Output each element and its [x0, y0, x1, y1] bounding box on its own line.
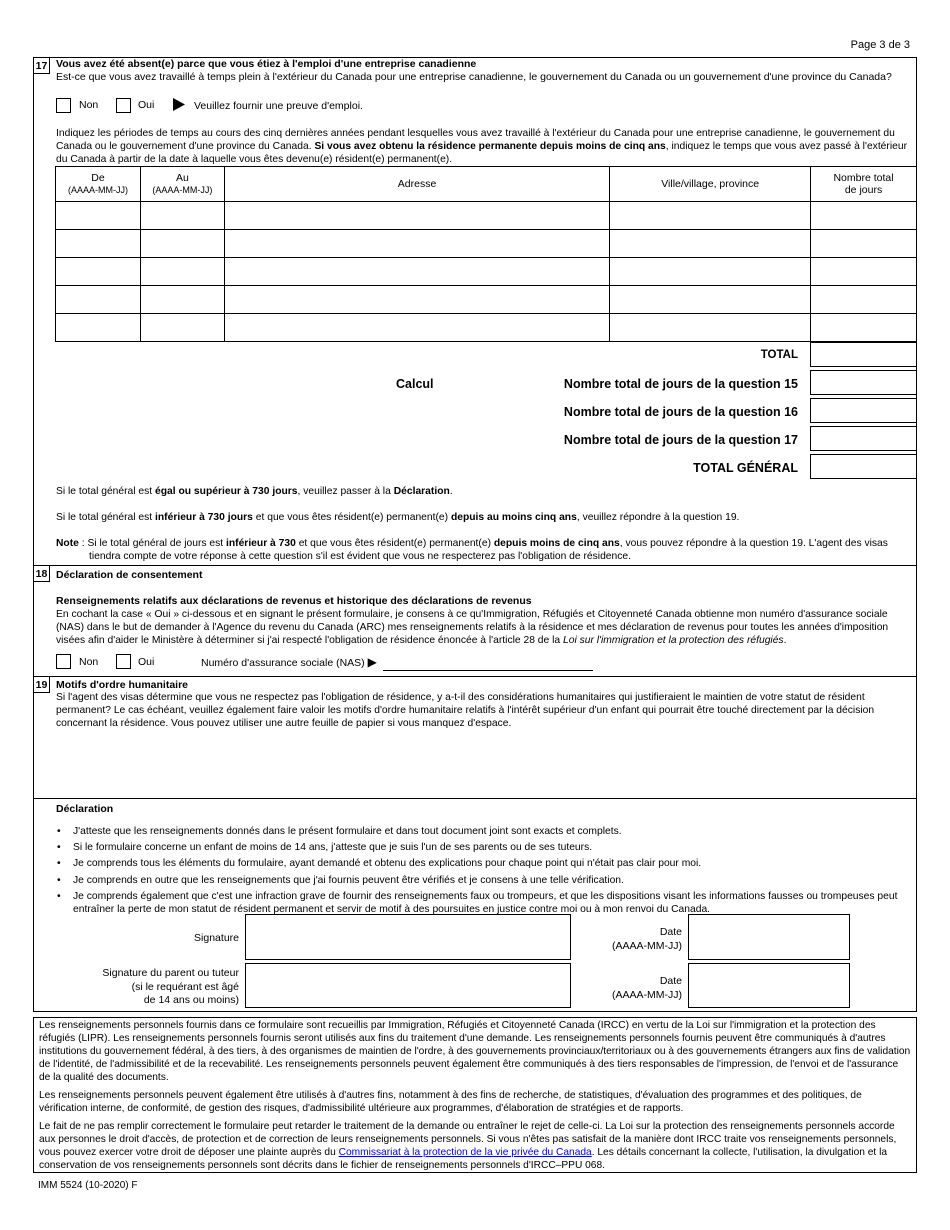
q18-no-label: Non — [79, 656, 99, 668]
q17-total-label: Nombre total de jours de la question 17 — [563, 433, 798, 447]
sin-label: Numéro d'assurance sociale (NAS) ▶ — [201, 655, 377, 669]
signature-box[interactable] — [245, 914, 571, 960]
date-box[interactable] — [688, 914, 850, 960]
q19-title: Motifs d'ordre humanitaire — [56, 679, 189, 691]
days-cell[interactable] — [811, 258, 917, 286]
q18-yes-checkbox[interactable] — [116, 654, 131, 669]
q17-total-input[interactable] — [810, 426, 917, 451]
col-address: Adresse — [224, 167, 609, 202]
divider — [33, 798, 917, 799]
address-cell[interactable] — [224, 286, 609, 314]
sin-input[interactable] — [383, 670, 593, 671]
declaration-item: • Je comprends en outre que les renseignements que j'ai fournis peuvent être vérifiés et je consens à une telle vérification. — [73, 874, 913, 887]
q19-body: Si l'agent des visas détermine que vous ne respectez pas l'obligation de résidence, y a-t-il des considérations humanitaires qui justifieraient le maintien de votre statut de résident permanent? Le cas échéant, veuillez également faire valoir les motifs d'ordre humanitaire relatifs à l'intérêt supérieur d'un enfant qui pourrait être touché directement par la décision concernant la résidence. Vous pouvez utiliser une autre feuille de papier si vous manquez d'espace. — [56, 692, 875, 730]
q17-instructions: Indiquez les périodes de temps au cours des cinq dernières années pendant lesquelles vous avez travaillé à l'extérieur du Canada pour une entreprise canadienne, le gouvernement du Canada ou le gouvernement d'une province du Canada. Si vous avez obtenu la résidence permanente depuis moins de cinq ans, indiquez le temps que vous avez passé à l'extérieur du Canada à partir de la date à laquelle vous êtes devenu(e) résident(e) permanent(e). — [56, 128, 907, 166]
date-label: Date (AAAA-MM-JJ) — [612, 926, 682, 952]
days-cell[interactable] — [811, 230, 917, 258]
days-cell[interactable] — [811, 286, 917, 314]
to-cell[interactable] — [140, 286, 224, 314]
declaration-item: • Je comprends tous les éléments du formulaire, ayant demandé et obtenu des explications pour chaque point qui n'était pas clair pour moi. — [73, 857, 913, 870]
to-cell[interactable] — [140, 202, 224, 230]
q15-total-input[interactable] — [810, 370, 917, 395]
calcul-title: Calcul — [396, 377, 434, 391]
arrow-right-icon — [173, 98, 185, 111]
q17-periods-table — [55, 166, 917, 342]
parent-signature-box[interactable] — [245, 963, 571, 1008]
q16-total-input[interactable] — [810, 398, 917, 423]
question-number-18: 18 — [34, 566, 50, 582]
to-cell[interactable] — [140, 230, 224, 258]
total-label: TOTAL — [760, 349, 798, 361]
days-cell[interactable] — [811, 202, 917, 230]
q19-answer-area[interactable] — [56, 733, 912, 795]
question-number-17: 17 — [34, 58, 50, 74]
arrow-right-icon: ▶ — [367, 655, 377, 669]
address-cell[interactable] — [224, 230, 609, 258]
note-text: Note : Si le total général de jours est inférieur à 730 et que vous êtes résident(e) permanent(e) depuis moins de cinq ans, vous pouvez répondre à la question 19. L'agent des visas tiendra compte de votre réponse à cette question s'il est évident que vous ne respecterez pas l'obligation de résidence. — [56, 538, 888, 563]
table-row — [56, 286, 917, 314]
declaration-item: • Si le formulaire concerne un enfant de moins de 14 ans, j'atteste que je suis l'un de ses parents ou de ses tuteurs. — [73, 841, 913, 854]
total-input[interactable] — [810, 342, 917, 367]
table-row — [56, 258, 917, 286]
q18-body: En cochant la case « Oui » ci-dessous et en signant le présent formulaire, je consens à ce qu'Immigration, Réfugiés et Citoyenneté Canada obtienne mon numéro d'assurance sociale (NAS) dans le but de demander à l'Agence du revenu du Canada (ARC) mes renseignements relatifs à la résidence et mes déclaration de revenus pour toutes les années d'imposition visées afin d'aider le Ministère à déterminer si j'ai respecté l'obligation de résidence énoncée à l'article 28 de la Loi sur l'immigration et la protection des réfugiés. — [56, 609, 889, 647]
city-cell[interactable] — [610, 202, 811, 230]
table-row — [56, 314, 917, 342]
from-cell[interactable] — [56, 230, 141, 258]
col-days: Nombre total de jours — [811, 167, 917, 202]
privacy-commissioner-link[interactable]: Commissariat à la protection de la vie privée du Canada — [338, 1146, 592, 1158]
from-cell[interactable] — [56, 202, 141, 230]
address-cell[interactable] — [224, 202, 609, 230]
grand-total-label: TOTAL GÉNÉRAL — [693, 461, 798, 475]
question-number-19: 19 — [34, 677, 50, 693]
days-cell[interactable] — [811, 314, 917, 342]
declaration-list — [55, 825, 913, 919]
col-city: Ville/village, province — [610, 167, 811, 202]
privacy-paragraph: Le fait de ne pas remplir correctement le formulaire peut retarder le traitement de la demande ou entraîner le rejet de celle-ci. La Loi sur la protection des renseignements personnels accorde aux personnes le droit d'accès, de protection et de correction de leurs renseignements personnels. Si vous n'êtes pas satisfait de la manière dont IRCC traite vos renseignements personnels, vous pouvez exercer votre droit de déposer une plainte auprès du Commissariat à la protection de la vie privée du Canada. Les détails concernant la collecte, l'utilisation, la divulgation et la conservation de vos renseignements personnels sont décrits dans le fichier de renseignements personnels d'IRCC–PPU 068. — [39, 1120, 897, 1171]
city-cell[interactable] — [610, 230, 811, 258]
divider — [33, 676, 917, 677]
to-cell[interactable] — [140, 258, 224, 286]
address-cell[interactable] — [224, 314, 609, 342]
q17-title: Vous avez été absent(e) parce que vous étiez à l'emploi d'une entreprise canadienne — [56, 58, 477, 70]
q17-proof-note: Veuillez fournir une preuve d'emploi. — [194, 100, 363, 112]
q18-subtitle: Renseignements relatifs aux déclarations de revenus et historique des déclarations de revenus — [56, 595, 532, 607]
form-number: IMM 5524 (10-2020) F — [38, 1180, 138, 1191]
signature-label: Signature — [194, 932, 239, 944]
declaration-item: • J'atteste que les renseignements donnés dans le présent formulaire et dans tout document joint sont exacts et complets. — [73, 825, 913, 838]
col-to: Au (AAAA-MM-JJ) — [140, 167, 224, 202]
divider — [33, 565, 917, 566]
privacy-notice — [33, 1017, 917, 1173]
page-number: Page 3 de 3 — [850, 39, 910, 51]
q18-yes-label: Oui — [138, 656, 155, 668]
parent-date-box[interactable] — [688, 963, 850, 1008]
address-cell[interactable] — [224, 258, 609, 286]
q17-yes-checkbox[interactable] — [116, 98, 131, 113]
q18-no-checkbox[interactable] — [56, 654, 71, 669]
parent-date-label: Date (AAAA-MM-JJ) — [612, 975, 682, 1001]
rule-under-730: Si le total général est inférieur à 730 jours et que vous êtes résident(e) permanent(e) depuis au moins cinq ans, veuillez répondre à la question 19. — [56, 512, 740, 523]
q15-total-label: Nombre total de jours de la question 15 — [563, 377, 798, 391]
privacy-paragraph: Les renseignements personnels peuvent également être utilisés à d'autres fins, notamment à des fins de recherche, de statistiques, d'évaluation des programmes et des politiques, de vérification interne, de conformité, de gestion des risques, d'admissibilité ultérieure aux programmes, d'élaboration de stratégies et de rapports. — [39, 1089, 862, 1114]
q17-no-checkbox[interactable] — [56, 98, 71, 113]
to-cell[interactable] — [140, 314, 224, 342]
from-cell[interactable] — [56, 258, 141, 286]
col-from: De (AAAA-MM-JJ) — [56, 167, 141, 202]
declaration-title: Déclaration — [56, 803, 114, 815]
from-cell[interactable] — [56, 286, 141, 314]
city-cell[interactable] — [610, 314, 811, 342]
city-cell[interactable] — [610, 258, 811, 286]
city-cell[interactable] — [610, 286, 811, 314]
q16-total-label: Nombre total de jours de la question 16 — [563, 405, 798, 419]
q18-title: Déclaration de consentement — [56, 569, 203, 581]
q17-no-label: Non — [79, 99, 99, 111]
q17-yes-label: Oui — [138, 99, 155, 111]
declaration-item: • Je comprends également que c'est une infraction grave de fournir des renseignements faux ou trompeurs, et que les dispositions visant les informations fausses ou trompeuses peut entraîner la perte de mon statut de résident permanent et servir de motif à des poursuites en justice contre moi ou à mon renvoi du Canada. — [73, 890, 913, 916]
privacy-paragraph: Les renseignements personnels fournis dans ce formulaire sont recueillis par Immigration, Réfugiés et Citoyenneté Canada (IRCC) en vertu de la Loi sur l'immigration et la protection des réfugiés (LIPR). Les renseignements personnels fournis seront utilisés aux fins du traitement d'une demande. Les renseignements personnels fournis peuvent être communiqués à d'autres institutions du gouvernement fédéral, à des tiers, à des organismes de maintien de l'ordre, à des gouvernements provinciaux/territoriaux ou à des gouvernements étrangers aux fins de validation de l'identité, de l'admissibilité et de la recevabilité. Les renseignements personnels peuvent également être communiqués à des tiers responsables de l'impression, de l'envoi et de l'assurance de la qualité des documents. — [39, 1020, 911, 1083]
q17-question: Est-ce que vous avez travaillé à temps plein à l'extérieur du Canada pour une entreprise canadienne, le gouvernement du Canada ou un gouvernement d'une province du Canada? — [56, 71, 892, 83]
parent-signature-label: Signature du parent ou tuteur (si le requérant est âgé de 14 ans ou moins) — [102, 967, 239, 1007]
table-row — [56, 202, 917, 230]
table-row — [56, 230, 917, 258]
rule-730-or-more: Si le total général est égal ou supérieur à 730 jours, veuillez passer à la Déclaration. — [56, 486, 453, 497]
from-cell[interactable] — [56, 314, 141, 342]
grand-total-input[interactable] — [810, 454, 917, 479]
